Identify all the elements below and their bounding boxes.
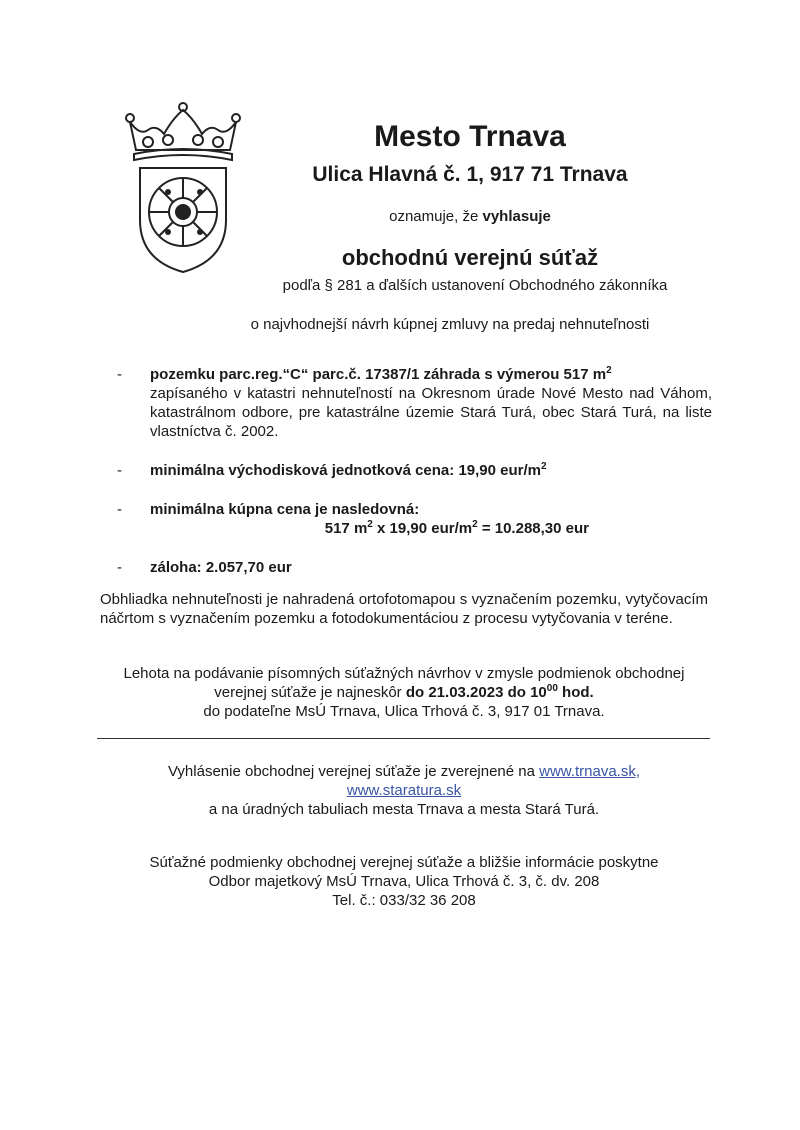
contact-line-1: Súťažné podmienky obchodnej verejnej súťaže a bližšie informácie poskytne	[149, 854, 659, 871]
list-dash: -	[117, 462, 122, 479]
purchase-price-calc	[150, 519, 712, 538]
deadline-line-1: Lehota na podávanie písomných súťažných návrhov v zmysle podmienok obchodnej	[123, 665, 685, 682]
deposit: záloha: 2.057,70 eur	[150, 559, 292, 576]
calc-rate-sup: 2	[472, 519, 478, 530]
staratura-link[interactable]: www.staratura.sk	[346, 782, 462, 799]
calc-area: 517 m	[324, 520, 368, 537]
contact-paragraph	[100, 853, 708, 910]
list-item-deposit	[117, 558, 712, 577]
list-dash: -	[117, 366, 122, 383]
page-title: Mesto Trnava	[374, 120, 566, 153]
plot-title-sup: 2	[606, 365, 612, 376]
contact-line-2: Odbor majetkový MsÚ Trnava, Ulica Trhová č. 3, č. dv. 208	[208, 873, 600, 890]
publication-line-1	[100, 762, 708, 781]
contest-heading: obchodnú verejnú súťaž	[341, 245, 599, 270]
publication-line-3: a na úradných tabuliach mesta Trnava a mesta Stará Turá.	[208, 801, 600, 818]
announce-line	[250, 208, 690, 225]
deadline-minutes-sup: 00	[546, 683, 558, 694]
deadline-line-3: do podateľne MsÚ Trnava, Ulica Trhová č. 3, 917 01 Trnava.	[203, 703, 605, 720]
conditions-list	[117, 365, 712, 577]
unit-price	[150, 461, 712, 480]
deadline-hour-suffix: hod.	[557, 684, 594, 701]
plot-title	[150, 365, 712, 384]
calc-area-sup: 2	[367, 519, 373, 530]
unit-price-text: minimálna východisková jednotková cena: 19,90 eur/m	[150, 462, 541, 479]
contest-purpose: o najvhodnejší návrh kúpnej zmluvy na predaj nehnuteľnosti	[250, 316, 650, 333]
publication-line-2	[100, 781, 708, 800]
list-item-purchase-price	[117, 500, 712, 538]
plot-title-text: pozemku parc.reg.“C“ parc.č. 17387/1 záhrada s výmerou 517 m	[150, 366, 607, 383]
purchase-price-label: minimálna kúpna cena je nasledovná:	[150, 501, 420, 518]
publication-text: Vyhlásenie obchodnej verejnej súťaže je zverejnené na	[167, 763, 540, 780]
calc-rate: x 19,90 eur/m	[372, 520, 473, 537]
deadline-date	[406, 684, 594, 701]
calc-total: = 10.288,30 eur	[477, 520, 589, 537]
inspection-paragraph: Obhliadka nehnuteľnosti je nahradená ortofotomapou s vyznačením pozemku, vytyčovacím náčrtom s vyznačením pozemku a fotodokumentáciou z procesu vytyčovania v teréne.	[100, 591, 708, 627]
publication-paragraph	[100, 762, 708, 819]
list-item-plot	[117, 365, 712, 441]
list-dash: -	[117, 501, 122, 518]
trnava-link[interactable]: www.trnava.sk,	[539, 763, 641, 780]
deadline-text: verejnej súťaže je najneskôr	[214, 684, 406, 701]
deadline-paragraph	[100, 664, 708, 721]
divider	[97, 738, 710, 739]
plot-description: zapísaného v katastri nehnuteľností na Okresnom úrade Nové Mesto nad Váhom, katastrálnom odbore, pre katastrálne územie Stará Turá, obec Stará Turá, na liste vlastníctva č. 2002.	[150, 385, 712, 440]
law-reference: podľa § 281 a ďalších ustanovení Obchodného zákonníka	[282, 277, 668, 294]
deadline-line-2	[100, 683, 708, 702]
trnava-coat-of-arms-icon	[118, 100, 248, 280]
city-address: Ulica Hlavná č. 1, 917 71 Trnava	[312, 163, 628, 186]
unit-price-sup: 2	[541, 461, 547, 472]
list-item-unit-price	[117, 461, 712, 480]
list-dash: -	[117, 559, 122, 576]
announce-keyword: vyhlasuje	[482, 208, 551, 225]
announce-text: oznamuje, že	[389, 208, 483, 225]
deadline-date-text: do 21.03.2023 do 10	[405, 684, 547, 701]
contact-line-3: Tel. č.: 033/32 36 208	[332, 892, 476, 909]
